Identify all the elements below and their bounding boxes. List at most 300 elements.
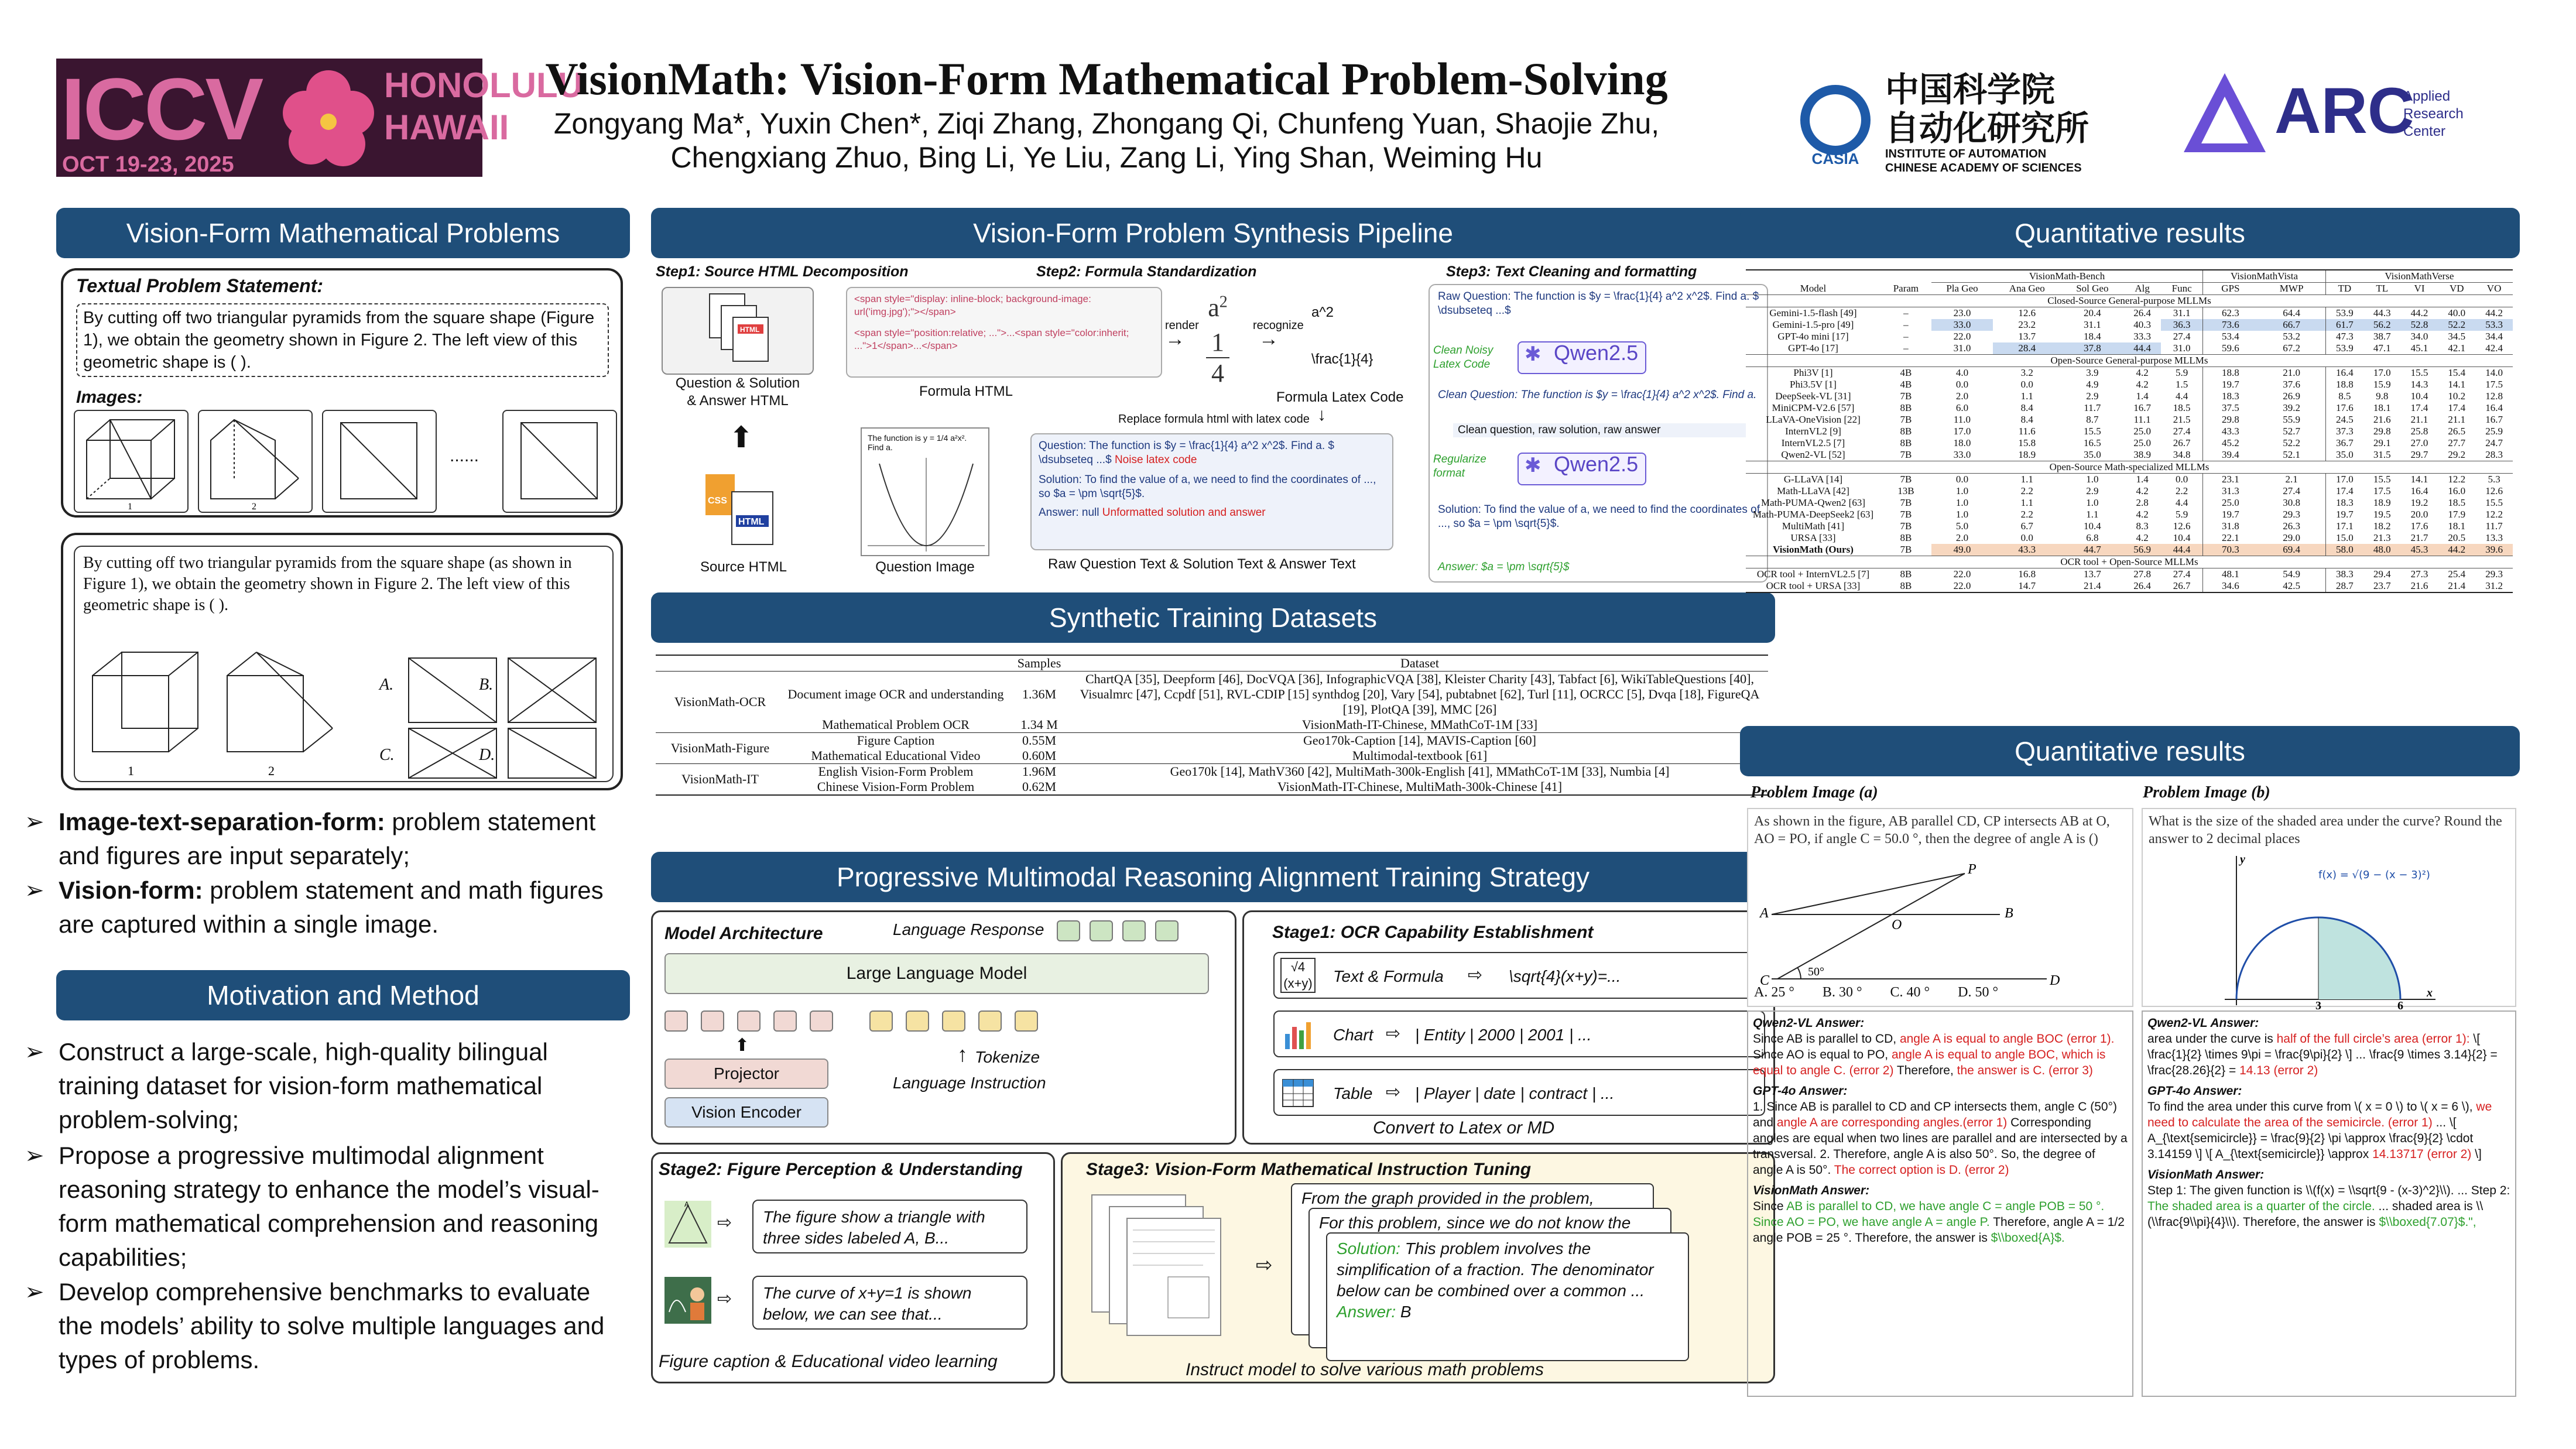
stage1-item-chart — [1273, 1010, 1765, 1057]
table-cell: Gemini-1.5-flash [49] — [1769, 307, 1857, 318]
problem-b-text: What is the size of the shaded area under the curve? Round the answer to 2 decimal places — [2149, 814, 2502, 847]
qwen2vl-a-title: Qwen2-VL Answer: — [1753, 1016, 1865, 1030]
poster-title: VisionMath: Vision-Form Mathematical Problem-Solving — [545, 53, 1668, 104]
table-cell: 15.5 — [2410, 367, 2428, 378]
table-cell: 34.8 — [2173, 449, 2191, 460]
ds-n: 0.55M — [1022, 733, 1057, 748]
table-row — [1746, 367, 2513, 379]
question-image-text: The function is y = 1/4 a²x². Find a. — [868, 433, 967, 452]
arrow-icon: ⇨ — [1256, 1254, 1273, 1276]
table-row — [1746, 532, 2513, 544]
svg-text:2: 2 — [268, 763, 275, 778]
table-cell: 26.7 — [2173, 580, 2191, 591]
table-cell: 19.7 — [2203, 379, 2258, 390]
step2-label: Step2: Formula Standardization — [1036, 263, 1257, 280]
table-cell: 59.6 — [2203, 342, 2258, 355]
answer-segment: $\\boxed{A}$. — [1991, 1231, 2065, 1245]
latex-frac: \frac{1}{4} — [1311, 351, 1373, 367]
qwen-badge-2 — [1517, 453, 1646, 485]
table-cell: 35.0 — [2083, 449, 2101, 460]
table-cell: 0.0 — [2020, 532, 2033, 543]
table-cell: 5.0 — [1955, 520, 1969, 532]
ds-n: 1.34 M — [1020, 717, 1058, 732]
solution-label: Solution: — [1337, 1239, 1400, 1258]
table-cell: 29.8 — [2203, 414, 2258, 426]
table-row — [1746, 485, 2513, 497]
render-label: render — [1165, 319, 1199, 332]
table-cell: 34.6 — [2203, 580, 2258, 592]
up-arrow-icon: ⬆ — [735, 1036, 750, 1055]
answer-segment: 1. Since AB is parallel to CD and CP intersects them, angle C (50°) and — [1753, 1100, 2117, 1129]
svg-text:P: P — [1968, 862, 1976, 877]
svg-text:O: O — [1892, 917, 1902, 933]
table-cell: 4B — [1900, 379, 1912, 390]
question-image-caption: Question Image — [875, 559, 975, 575]
table-cell: 7B — [1900, 520, 1912, 532]
column-header: Pla Geo — [1946, 283, 1978, 294]
problem-a-options: A. 25 ° B. 30 ° C. 40 ° D. 50 ° — [1754, 985, 1999, 1000]
svg-text:CASIA: CASIA — [1811, 150, 1859, 167]
problem-b-label: Problem Image (b) — [2143, 783, 2270, 801]
table-cell: GPT-4o mini [17] — [1777, 331, 1849, 342]
table-row — [656, 717, 1768, 733]
table-cell: Qwen2-VL [52] — [1781, 449, 1845, 460]
solution-text: This problem involves the simplification of a fraction. The denominator below can be combined over a common ... — [1337, 1239, 1654, 1300]
triangle-figure-icon — [664, 1201, 711, 1248]
table-cell: 12.2 — [2448, 474, 2466, 485]
stage2-item-2 — [664, 1271, 1045, 1335]
table-cell: 42.4 — [2485, 342, 2503, 354]
table-cell: 1.5 — [2176, 379, 2188, 390]
stage1-caption: Convert to Latex or MD — [1373, 1118, 1555, 1138]
table-cell: 23.0 — [1953, 307, 1971, 318]
table-cell: 28.7 — [2325, 580, 2363, 592]
table-cell: 18.0 — [1953, 437, 1971, 448]
table-row — [656, 672, 1768, 718]
ds-sub: English Vision-Form Problem — [818, 764, 974, 779]
figure-3 — [322, 410, 437, 513]
table-cell: 25.0 — [2203, 497, 2258, 509]
table-cell: 38.3 — [2325, 568, 2363, 581]
noise-label: Noise latex code — [1114, 454, 1197, 466]
table-cell: 12.6 — [2018, 307, 2036, 318]
table-cell: 73.6 — [2203, 319, 2258, 331]
table-cell: 6.7 — [2020, 520, 2033, 532]
table-cell: 27.0 — [2410, 437, 2428, 448]
table-cell: 25.0 — [2133, 426, 2151, 437]
table-cell: 23.1 — [2203, 474, 2258, 486]
formula-html-2: <span style="position:relative; ...">...<span style="color:inherit; ...">1</span>...</span> — [854, 327, 1129, 351]
casia-en1: INSTITUTE OF AUTOMATION — [1885, 148, 2047, 160]
table-cell: 24.7 — [2485, 437, 2503, 448]
step3-label: Step3: Text Cleaning and formatting — [1446, 263, 1697, 280]
table-cell: 7B — [1900, 509, 1912, 520]
authors-line1: Zongyang Ma*, Yuxin Chen*, Ziqi Zhang, Zhongang Qi, Chunfeng Yuan, Shaojie Zhu, — [553, 107, 1660, 140]
bullet-vision-form — [25, 873, 621, 941]
table-cell: 21.0 — [2283, 367, 2300, 378]
arrow-bullet-icon: ➢ — [25, 878, 44, 903]
section-row — [1746, 461, 2513, 474]
answer-segment: \] — [2471, 1147, 2482, 1161]
column-header: VI — [2414, 283, 2425, 294]
table-cell: MultiMath [41] — [1782, 520, 1845, 532]
text-tokens — [869, 1010, 1057, 1034]
table-cell: 34.5 — [2448, 331, 2466, 342]
table-cell: 17.4 — [2448, 402, 2466, 413]
table-cell: 31.3 — [2203, 485, 2258, 497]
table-cell: 22.0 — [1953, 568, 1971, 580]
arc-logo — [2178, 70, 2471, 164]
table-cell: 37.6 — [2283, 379, 2300, 390]
table-cell: 4.9 — [2086, 379, 2099, 390]
table-cell: 4.2 — [2136, 509, 2149, 520]
table-cell: 42.5 — [2283, 580, 2300, 591]
table-cell: 31.0 — [1953, 342, 1971, 354]
table-cell: 1.0 — [2086, 474, 2099, 485]
table-cell: 27.3 — [2410, 568, 2428, 580]
table-cell: DeepSeek-VL [31] — [1775, 390, 1851, 402]
table-cell: 8.7 — [2086, 414, 2099, 425]
table-cell: 8B — [1900, 568, 1912, 580]
table-row — [1746, 307, 2513, 320]
table-row — [1746, 426, 2513, 437]
opt-d: D. — [479, 746, 495, 764]
arc-sub: Applied Research Center — [2403, 88, 2464, 139]
visionmath-a-title: VisionMath Answer: — [1753, 1184, 1870, 1197]
table-cell: 18.3 — [2203, 390, 2258, 402]
casia-logo — [1791, 70, 2143, 176]
rendered-formula: $a^2$ 1 4 — [1188, 293, 1247, 381]
table-cell: 14.0 — [2485, 367, 2503, 378]
bullet-text: Propose a progressive multimodal alignment reasoning strategy to enhance the model’s visual-form mathematical comprehension and reasoning capabilities; — [59, 1142, 600, 1271]
table-cell: 16.4 — [2410, 485, 2428, 496]
qs-html-caption: Question & Solution & Answer HTML — [675, 375, 800, 409]
ds-n: 1.36M — [1022, 687, 1057, 701]
section-motivation-method: Motivation and Method — [56, 970, 630, 1020]
table-cell: 27.8 — [2133, 568, 2151, 580]
clean-new-label: Clean question, raw solution, raw answer — [1453, 423, 1746, 437]
raw-question: Question: The function is $y = \frac{1}{4} a^2 x^2$. Find a. $ \dsubseteq ...$ — [1039, 440, 1334, 466]
table-cell: 7B — [1900, 544, 1912, 555]
table-cell: 40.0 — [2448, 307, 2466, 318]
table-cell: 17.0 — [1953, 426, 1971, 437]
gpt4o-b-title: GPT-4o Answer: — [2147, 1084, 2242, 1098]
column-header: MWP — [2279, 283, 2304, 294]
table-cell: 2.9 — [2086, 390, 2099, 402]
stage1-val: | Entity | 2000 | 2001 | ... — [1415, 1026, 1592, 1044]
table-cell: 13.3 — [2485, 532, 2503, 543]
ds-sub: Mathematical Educational Video — [811, 748, 981, 763]
table-cell: 21.4 — [2448, 580, 2466, 591]
svg-text:C: C — [1760, 973, 1770, 988]
projector-block: Projector — [664, 1059, 828, 1089]
vision-form-text: By cutting off two triangular pyramids from the square shape (as shown in Figure 1), we obtain the geometry shown in Figure 2. The left view of this geometric shape is ( ). — [83, 554, 572, 614]
table-row — [1746, 414, 2513, 426]
section-strategy: Progressive Multimodal Reasoning Alignment Training Strategy — [651, 852, 1775, 902]
table-cell: 49.0 — [1931, 544, 1993, 556]
table-cell: 11.1 — [2133, 414, 2151, 425]
problem-a-figure — [1754, 862, 2129, 988]
table-cell: 25.9 — [2485, 426, 2503, 437]
table-cell: 1.0 — [2086, 497, 2099, 508]
table-cell: 17.5 — [2485, 379, 2503, 390]
ds-n: 0.60M — [1022, 748, 1057, 763]
unformatted-label: Unformatted solution and answer — [1102, 506, 1266, 519]
answer-segment: area under the curve is — [2147, 1032, 2277, 1046]
problem-b-image — [2142, 808, 2516, 1012]
table-cell: 15.0 — [2325, 532, 2363, 544]
answer-segment: Therefore, — [1893, 1064, 1957, 1077]
table-cell: 21.4 — [2083, 580, 2101, 591]
svg-text:x: x — [2427, 986, 2433, 999]
table-cell: 8.3 — [2136, 520, 2149, 532]
stage1-key: Text & Formula — [1333, 967, 1444, 985]
section-quantitative-results-2: Quantitative results — [1740, 726, 2520, 776]
table-cell: 54.9 — [2283, 568, 2300, 580]
table-cell: 18.8 — [2203, 367, 2258, 379]
table-cell: 62.3 — [2203, 307, 2258, 320]
table-cell: GPT-4o [17] — [1788, 342, 1838, 354]
table-cell: 17.4 — [2410, 402, 2428, 413]
gpt4o-b-answer — [2147, 1099, 2510, 1162]
column-header: TD — [2325, 283, 2363, 295]
table-cell: 44.4 — [2123, 342, 2161, 355]
stage2-caption: Figure caption & Educational video learning — [659, 1352, 998, 1371]
stage2-item-1 — [664, 1195, 1045, 1259]
table-cell: 52.2 — [2438, 319, 2475, 331]
table-cell: Phi3V [1] — [1793, 367, 1833, 378]
table-cell: 26.4 — [2133, 307, 2151, 318]
answers-b — [2142, 1010, 2516, 1397]
table-cell: 27.4 — [2173, 568, 2191, 580]
table-cell: 17.5 — [2373, 485, 2391, 496]
formula-html-1: <span style="display: inline-block; background-image: url('img.jpg');"></span> — [854, 293, 1091, 317]
answer-segment: half of the full circle’s area (error 1): — [2276, 1032, 2470, 1046]
table-cell: 27.4 — [2173, 426, 2191, 437]
table-cell: 20.5 — [2448, 532, 2466, 543]
table-cell: 21.6 — [2410, 580, 2428, 591]
raw-text-box — [1030, 433, 1393, 550]
table-cell: 31.1 — [2173, 307, 2191, 318]
table-cell: 18.9 — [2373, 497, 2391, 508]
table-cell: 22.1 — [2203, 532, 2258, 544]
table-row — [656, 779, 1768, 795]
arc-text: ARC — [2274, 75, 2414, 147]
answer-segment: Therefore, angle A = 1/2 angle POB = 25 °. Therefore, the answer is — [1753, 1215, 2125, 1245]
fx-label: f(x) = √(9 − (x − 3)²) — [2318, 869, 2430, 881]
table-row — [1746, 331, 2513, 342]
table-cell: 1.4 — [2136, 474, 2149, 485]
ds-group: VisionMath-OCR — [674, 694, 766, 709]
table-cell: 17.0 — [2373, 367, 2391, 378]
table-cell: 13.7 — [2018, 331, 2036, 342]
table-cell: 53.4 — [2203, 331, 2258, 342]
table-cell: 18.1 — [2373, 402, 2391, 413]
images-label: Images: — [76, 388, 143, 407]
table-cell: 2.2 — [2020, 509, 2033, 520]
answers-a — [1747, 1010, 2133, 1397]
table-cell: 1.1 — [2020, 474, 2033, 485]
table-cell: 17.6 — [2410, 520, 2428, 532]
table-cell: 55.9 — [2283, 414, 2300, 425]
replace-caption: Replace formula html with latex code — [1118, 413, 1310, 426]
section-label: OCR tool + Open-Source MLLMs — [1746, 556, 2513, 568]
table-cell: 53.9 — [2325, 342, 2363, 355]
formula-latex-caption: Formula Latex Code — [1276, 389, 1404, 405]
source-html-caption: Source HTML — [700, 559, 787, 575]
table-cell: 30.8 — [2283, 497, 2300, 508]
logo-date: OCT 19-23, 2025 — [62, 152, 234, 177]
column-header: TL — [2376, 283, 2389, 294]
textual-statement: By cutting off two triangular pyramids from the square shape (Figure 1), we obtain the geometry shown in Figure 2. The left view of this geometric shape is ( ). — [76, 303, 609, 377]
table-cell: 66.7 — [2258, 319, 2325, 331]
up-arrow-icon: ↑ — [957, 1042, 968, 1066]
qwen2vl-a-answer — [1753, 1031, 2128, 1078]
table-cell: 16.0 — [2448, 485, 2466, 496]
table-cell: 31.5 — [2373, 449, 2391, 460]
table-cell: 16.7 — [2133, 402, 2151, 413]
table-cell: 48.1 — [2203, 568, 2258, 581]
table-cell: – — [1903, 331, 1909, 342]
section-pipeline: Vision-Form Problem Synthesis Pipeline — [651, 208, 1775, 258]
table-cell: 34.0 — [2410, 331, 2428, 342]
answer-segment: the answer is C. (error 3) — [1957, 1064, 2093, 1077]
table-cell: 16.4 — [2325, 367, 2363, 379]
iccv-logo — [56, 59, 583, 177]
table-cell: 9.8 — [2376, 390, 2389, 402]
table-cell: 21.6 — [2373, 414, 2391, 425]
table-cell: 17.9 — [2448, 509, 2466, 520]
table-row — [1746, 342, 2513, 355]
table-cell: 14.7 — [2018, 580, 2036, 591]
table-cell: 6.0 — [1955, 402, 1969, 413]
table-cell: 5.9 — [2176, 509, 2188, 520]
table-cell: 7B — [1900, 414, 1912, 425]
table-row — [656, 764, 1768, 780]
table-cell: 26.4 — [2133, 580, 2151, 591]
bullet-develop — [25, 1275, 621, 1377]
column-header: VD — [2450, 283, 2464, 294]
svg-text:2: 2 — [252, 502, 256, 512]
table-cell: 53.3 — [2475, 319, 2513, 331]
table-cell: 45.1 — [2410, 342, 2428, 354]
table-cell: 39.6 — [2475, 544, 2513, 556]
lang-instruction: Language Instruction — [893, 1074, 1046, 1092]
answer-value: B — [1396, 1303, 1412, 1321]
svg-text:50°: 50° — [1808, 965, 1824, 978]
table-cell: 18.3 — [2325, 497, 2363, 509]
table-cell: 4.2 — [2136, 485, 2149, 496]
stage1-item-table — [1273, 1069, 1765, 1116]
problem-pages-icon — [1086, 1189, 1244, 1347]
formula-html-box — [846, 287, 1162, 378]
table-cell: 26.9 — [2283, 390, 2300, 402]
answer-segment: 14.13 (error 2) — [2239, 1064, 2318, 1077]
table-cell: 16.5 — [2083, 437, 2101, 448]
table-cell: 0.0 — [2020, 379, 2033, 390]
table-cell: 52.1 — [2283, 449, 2300, 460]
vision-form-image — [74, 546, 614, 782]
table-cell: 11.7 — [2485, 520, 2503, 532]
table-cell: 1.1 — [2020, 390, 2033, 402]
gpt4o-a-title: GPT-4o Answer: — [1753, 1084, 1848, 1098]
section-row — [1746, 295, 2513, 307]
table-cell: 26.7 — [2173, 437, 2191, 448]
table-cell: 44.2 — [2485, 307, 2503, 318]
figure-4 — [502, 410, 617, 513]
table-cell: 4.4 — [2176, 390, 2188, 402]
table-cell: 2.0 — [1955, 532, 1969, 543]
table-cell: 28.4 — [1993, 342, 2061, 355]
table-row — [1746, 520, 2513, 532]
table-cell: 8.4 — [2020, 414, 2033, 425]
answer-label: Answer: — [1337, 1303, 1396, 1321]
table-cell: 42.1 — [2448, 342, 2466, 354]
table-cell: 23.2 — [2018, 319, 2036, 330]
source-html-icon — [700, 468, 782, 556]
svg-text:B: B — [2005, 906, 2013, 921]
table-cell: 14.1 — [2410, 474, 2428, 485]
table-cell: 29.7 — [2410, 449, 2428, 460]
table-cell: 2.8 — [2136, 497, 2149, 508]
table-cell: 16.4 — [2485, 402, 2503, 413]
figure-2 — [198, 410, 313, 513]
table-cell: 16.8 — [2018, 568, 2036, 580]
table-row — [1746, 319, 2513, 331]
table-cell: 7B — [1900, 390, 1912, 402]
table-cell: 0.0 — [2176, 474, 2188, 485]
html-files-icon — [662, 287, 814, 375]
qwen-icon: ✱ — [1525, 454, 1542, 477]
table-cell: 21.1 — [2448, 414, 2466, 425]
table-cell: 25.0 — [2133, 437, 2151, 448]
group-header: VisionMathVerse — [2325, 270, 2513, 283]
raw-answer: Answer: null — [1039, 506, 1099, 519]
qwen-label: Qwen2.5 — [1554, 341, 1639, 365]
svg-text:D: D — [2050, 973, 2060, 988]
table-cell: 8B — [1900, 580, 1912, 591]
svg-text:3: 3 — [2315, 999, 2321, 1012]
ds-n: 1.96M — [1022, 764, 1057, 779]
table-cell: 37.5 — [2203, 402, 2258, 414]
table-cell: 37.8 — [2061, 342, 2123, 355]
table-cell: 27.4 — [2283, 485, 2300, 496]
stage1-key: Table — [1333, 1084, 1373, 1102]
problem-b-figure — [2201, 850, 2459, 1012]
arrow-icon: ⇨ — [717, 1213, 732, 1232]
arch-title: Model Architecture — [664, 924, 823, 943]
table-cell: 8.5 — [2325, 390, 2363, 402]
table-cell: 44.3 — [2373, 307, 2391, 318]
section-quantitative-results-1: Quantitative results — [1740, 208, 2520, 258]
table-cell: 28.3 — [2485, 449, 2503, 460]
table-cell: 38.7 — [2373, 331, 2391, 342]
ds-n: 0.62M — [1022, 779, 1057, 794]
table-cell: 2.2 — [2020, 485, 2033, 496]
group-header: VisionMathVista — [2203, 270, 2326, 283]
arrow-icon: ⇨ — [1386, 1083, 1401, 1102]
section-label: Closed-Source General-purpose MLLMs — [1746, 295, 2513, 307]
table-cell: 8B — [1900, 437, 1912, 448]
bullet-image-text-separation — [25, 805, 621, 873]
response-tokens — [1057, 920, 1197, 944]
table-cell: 44.4 — [2161, 544, 2203, 556]
problem-a-image — [1747, 808, 2133, 1007]
ds-sub: Figure Caption — [857, 733, 935, 748]
table-cell: 31.8 — [2203, 520, 2258, 532]
stage2-box — [651, 1152, 1055, 1383]
table-cell: 22.0 — [1953, 331, 1971, 342]
